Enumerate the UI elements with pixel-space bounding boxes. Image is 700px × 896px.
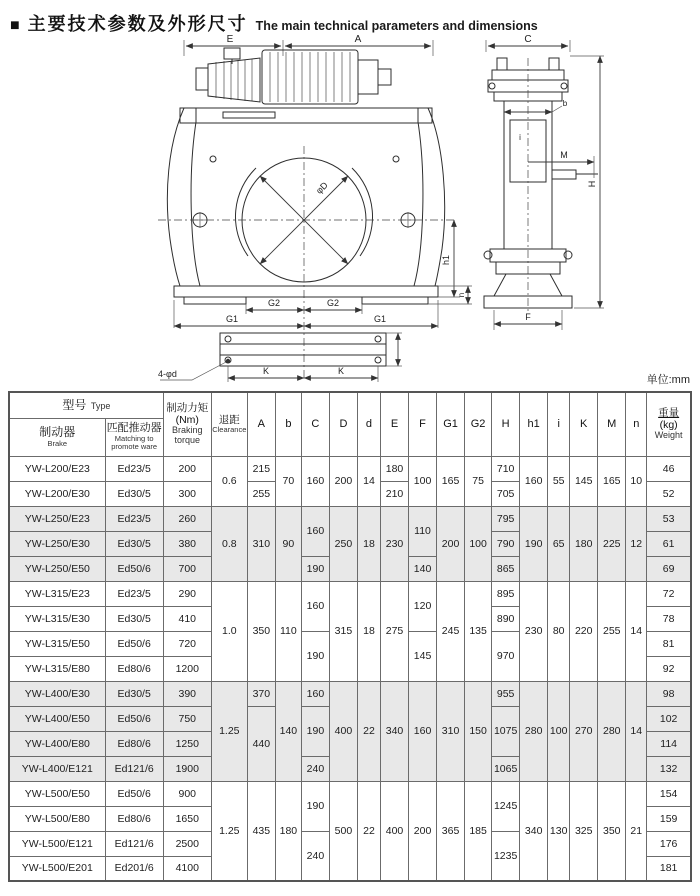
table-cell: 75 [465, 456, 492, 506]
table-cell: 160 [301, 506, 329, 556]
table-cell: 100 [409, 456, 437, 506]
header-brake [9, 418, 105, 456]
table-cell: YW-L400/E121 [9, 756, 105, 781]
table-cell: YW-L500/E50 [9, 781, 105, 806]
table-cell: Ed23/5 [105, 506, 163, 531]
table-cell: 0.6 [211, 456, 247, 506]
table-cell: 200 [437, 506, 465, 581]
table-cell: 72 [647, 581, 691, 606]
table-cell: 200 [329, 456, 357, 506]
dim-label-C: C [524, 34, 532, 45]
table-cell: 340 [520, 781, 548, 881]
table-cell: 132 [647, 756, 691, 781]
table-cell: YW-L315/E23 [9, 581, 105, 606]
header-weight [647, 392, 691, 456]
header-type-zh: 型号 [62, 398, 87, 413]
header-matching-en1: Matching to [114, 434, 154, 444]
dim-label-K-left: K [262, 366, 270, 376]
header-dim-G2: G2 [465, 392, 492, 456]
table-cell: 710 [492, 456, 520, 481]
table-cell: 1065 [492, 756, 520, 781]
header-type-en: Type [90, 401, 111, 412]
table-row [9, 506, 691, 531]
table-cell: 1200 [163, 656, 211, 681]
table-cell: 435 [247, 781, 275, 881]
table-cell: 120 [409, 581, 437, 631]
table-cell: 1245 [492, 781, 520, 831]
unit-note: 单位:mm [646, 374, 690, 386]
page-title [10, 10, 538, 36]
motor-assembly [196, 48, 391, 104]
table-cell: YW-L315/E50 [9, 631, 105, 656]
table-cell: 280 [598, 681, 626, 781]
table-cell: 200 [163, 456, 211, 481]
table-cell: 0.8 [211, 506, 247, 581]
table-cell: 280 [520, 681, 548, 781]
table-cell: 14 [626, 581, 647, 681]
table-cell: 22 [357, 781, 380, 881]
table-cell: 325 [570, 781, 598, 881]
table-cell: Ed80/6 [105, 656, 163, 681]
table-cell: 92 [647, 656, 691, 681]
header-torque-en1: Braking [171, 425, 203, 436]
header-dim-d: d [357, 392, 380, 456]
header-torque-en2: torque [174, 435, 201, 446]
spec-table-body [9, 456, 691, 881]
table-cell: 160 [301, 681, 329, 706]
table-cell: 970 [492, 631, 520, 681]
table-cell: 1.25 [211, 781, 247, 881]
table-cell: 21 [626, 781, 647, 881]
table-cell: Ed23/5 [105, 581, 163, 606]
table-cell: 130 [548, 781, 570, 881]
table-cell: YW-L200/E30 [9, 481, 105, 506]
table-cell: YW-L200/E23 [9, 456, 105, 481]
header-torque-unit: (Nm) [175, 414, 199, 427]
table-cell: 240 [301, 756, 329, 781]
table-cell: 100 [548, 681, 570, 781]
header-matching [105, 418, 163, 456]
table-cell: Ed121/6 [105, 756, 163, 781]
table-cell: 190 [301, 631, 329, 681]
table-cell: 2500 [163, 831, 211, 856]
table-cell: Ed80/6 [105, 806, 163, 831]
table-cell: 210 [380, 481, 408, 506]
table-cell: 900 [163, 781, 211, 806]
header-dim-i: i [548, 392, 570, 456]
table-cell: Ed201/6 [105, 856, 163, 881]
table-cell: YW-L315/E80 [9, 656, 105, 681]
table-cell: 190 [301, 781, 329, 831]
dim-label-n: n [457, 292, 466, 298]
table-cell: 220 [570, 581, 598, 681]
table-cell: 270 [570, 681, 598, 781]
table-cell: 78 [647, 606, 691, 631]
table-cell: 1650 [163, 806, 211, 831]
dim-label-phiD: φD [313, 179, 330, 196]
table-cell: 154 [647, 781, 691, 806]
table-cell: 230 [520, 581, 548, 681]
front-view [158, 34, 472, 380]
technical-drawing [8, 34, 692, 384]
dim-label-G2-right: G2 [326, 298, 340, 308]
table-cell: 102 [647, 706, 691, 731]
table-cell: 69 [647, 556, 691, 581]
table-cell: 1.25 [211, 681, 247, 781]
table-cell: 80 [548, 581, 570, 681]
header-brake-zh: 制动器 [39, 424, 76, 439]
table-cell: 65 [548, 506, 570, 581]
dim-label-F: F [525, 312, 531, 322]
table-cell: 245 [437, 581, 465, 681]
table-cell: 160 [301, 456, 329, 506]
header-weight-unit: (kg) [659, 419, 678, 432]
dim-label-4-phi-d: 4-φd [158, 369, 177, 379]
table-cell: 12 [626, 506, 647, 581]
table-cell: 140 [409, 556, 437, 581]
table-cell: YW-L500/E121 [9, 831, 105, 856]
table-cell: 160 [409, 681, 437, 781]
table-cell: 250 [329, 506, 357, 581]
table-cell: 190 [301, 706, 329, 756]
header-clearance-zh: 退距 [218, 414, 240, 427]
table-cell: 145 [570, 456, 598, 506]
table-cell: 400 [329, 681, 357, 781]
table-cell: 230 [380, 506, 408, 581]
dim-label-K-right: K [337, 366, 345, 376]
table-cell: Ed50/6 [105, 631, 163, 656]
table-cell: 180 [380, 456, 408, 481]
table-cell: 81 [647, 631, 691, 656]
title-bullet-icon: ■ [10, 17, 20, 34]
table-cell: Ed30/5 [105, 531, 163, 556]
table-cell: 185 [465, 781, 492, 881]
table-cell: 190 [520, 506, 548, 581]
table-cell: 165 [437, 456, 465, 506]
table-cell: 110 [409, 506, 437, 556]
header-weight-zh: 重量 [658, 407, 680, 420]
table-cell: 46 [647, 456, 691, 481]
table-cell: 955 [492, 681, 520, 706]
table-row [9, 456, 691, 481]
table-cell: 1250 [163, 731, 211, 756]
dim-label-G1-left: G1 [225, 314, 239, 324]
header-dim-A: A [247, 392, 275, 456]
table-cell: 110 [275, 581, 301, 681]
table-cell: Ed23/5 [105, 456, 163, 481]
dim-label-h1: h1 [441, 254, 451, 266]
table-row [9, 681, 691, 706]
header-matching-zh: 匹配推动器 [106, 422, 162, 435]
table-cell: 61 [647, 531, 691, 556]
header-clearance [211, 392, 247, 456]
table-cell: 22 [357, 681, 380, 781]
header-dim-D: D [329, 392, 357, 456]
table-cell: YW-L500/E201 [9, 856, 105, 881]
table-cell: 255 [247, 481, 275, 506]
dim-label-G1-right: G1 [373, 314, 387, 324]
table-cell: 14 [626, 681, 647, 781]
table-cell: YW-L400/E50 [9, 706, 105, 731]
table-cell: 150 [465, 681, 492, 781]
table-cell: YW-L250/E23 [9, 506, 105, 531]
table-cell: 705 [492, 481, 520, 506]
header-brake-en: Brake [47, 438, 68, 448]
table-cell: 53 [647, 506, 691, 531]
table-cell: 225 [598, 506, 626, 581]
table-cell: Ed50/6 [105, 706, 163, 731]
table-cell: 895 [492, 581, 520, 606]
table-cell: 4100 [163, 856, 211, 881]
table-cell: 215 [247, 456, 275, 481]
header-dim-K: K [570, 392, 598, 456]
page-title-zh: 主要技术参数及外形尺寸 [27, 14, 248, 34]
table-cell: 500 [329, 781, 357, 881]
page-title-en: The main technical parameters and dimensions [255, 19, 538, 33]
side-view [484, 34, 604, 330]
table-cell: 380 [163, 531, 211, 556]
table-cell: 90 [275, 506, 301, 581]
table-cell: YW-L400/E80 [9, 731, 105, 756]
table-cell: 10 [626, 456, 647, 506]
table-cell: 18 [357, 506, 380, 581]
table-cell: 350 [247, 581, 275, 681]
table-row [9, 581, 691, 606]
table-cell: Ed80/6 [105, 731, 163, 756]
header-dim-n: n [626, 392, 647, 456]
dim-label-A: A [354, 34, 362, 45]
header-dim-F: F [409, 392, 437, 456]
table-cell: 14 [357, 456, 380, 506]
table-cell: 365 [437, 781, 465, 881]
dim-label-b: b [562, 99, 568, 108]
table-cell: 315 [329, 581, 357, 681]
table-cell: 181 [647, 856, 691, 881]
table-cell: 55 [548, 456, 570, 506]
header-weight-en: Weight [654, 430, 683, 441]
table-cell: 255 [598, 581, 626, 681]
base-plate-detail [158, 333, 402, 382]
table-cell: 390 [163, 681, 211, 706]
table-cell: Ed30/5 [105, 481, 163, 506]
header-dim-h1: h1 [520, 392, 548, 456]
table-cell: 290 [163, 581, 211, 606]
table-cell: 160 [301, 581, 329, 631]
table-cell: 300 [163, 481, 211, 506]
table-cell: 700 [163, 556, 211, 581]
table-cell: 135 [465, 581, 492, 681]
table-cell: 190 [301, 556, 329, 581]
table-cell: 180 [275, 781, 301, 881]
header-torque [163, 392, 211, 456]
table-cell: 310 [247, 506, 275, 581]
table-cell: 790 [492, 531, 520, 556]
header-dim-H: H [492, 392, 520, 456]
table-cell: 140 [275, 681, 301, 781]
header-dim-C: C [301, 392, 329, 456]
table-cell: YW-L400/E30 [9, 681, 105, 706]
table-cell: Ed50/6 [105, 781, 163, 806]
table-cell: 865 [492, 556, 520, 581]
table-cell: Ed50/6 [105, 556, 163, 581]
table-cell: Ed30/5 [105, 606, 163, 631]
table-cell: 1235 [492, 831, 520, 881]
header-clearance-en: Clearance [212, 425, 247, 435]
table-cell: 145 [409, 631, 437, 681]
table-cell: 440 [247, 706, 275, 781]
table-cell: 100 [465, 506, 492, 581]
table-cell: 180 [570, 506, 598, 581]
table-cell: 310 [437, 681, 465, 781]
header-matching-en2: promote ware [111, 442, 158, 452]
table-cell: 370 [247, 681, 275, 706]
header-dim-b: b [275, 392, 301, 456]
header-dim-E: E [380, 392, 408, 456]
header-dim-G1: G1 [437, 392, 465, 456]
table-cell: 410 [163, 606, 211, 631]
table-cell: 160 [520, 456, 548, 506]
table-cell: 98 [647, 681, 691, 706]
dim-label-H: H [587, 180, 597, 188]
table-cell: 400 [380, 781, 408, 881]
header-torque-zh: 制动力矩 [166, 402, 209, 415]
table-cell: 159 [647, 806, 691, 831]
table-cell: 890 [492, 606, 520, 631]
table-cell: YW-L250/E50 [9, 556, 105, 581]
table-cell: 1075 [492, 706, 520, 756]
table-cell: 720 [163, 631, 211, 656]
header-type [9, 392, 163, 418]
table-cell: 114 [647, 731, 691, 756]
table-cell: Ed30/5 [105, 681, 163, 706]
header-dim-M: M [598, 392, 626, 456]
table-cell: 275 [380, 581, 408, 681]
table-cell: 18 [357, 581, 380, 681]
table-cell: 1900 [163, 756, 211, 781]
spec-table [8, 391, 692, 882]
table-cell: 176 [647, 831, 691, 856]
table-cell: 70 [275, 456, 301, 506]
dim-label-M: M [560, 150, 568, 160]
table-cell: 1.0 [211, 581, 247, 681]
dim-label-G2-left: G2 [267, 298, 281, 308]
table-cell: 200 [409, 781, 437, 881]
spec-table-head [9, 392, 691, 456]
table-cell: 52 [647, 481, 691, 506]
table-cell: 340 [380, 681, 408, 781]
table-cell: YW-L315/E30 [9, 606, 105, 631]
table-row [9, 781, 691, 806]
table-cell: 350 [598, 781, 626, 881]
dim-label-i: i [519, 133, 521, 142]
table-cell: 165 [598, 456, 626, 506]
table-cell: Ed121/6 [105, 831, 163, 856]
table-cell: 795 [492, 506, 520, 531]
table-cell: 750 [163, 706, 211, 731]
table-cell: 260 [163, 506, 211, 531]
dim-label-E: E [226, 34, 234, 45]
table-cell: YW-L250/E30 [9, 531, 105, 556]
table-cell: 240 [301, 831, 329, 881]
table-cell: YW-L500/E80 [9, 806, 105, 831]
